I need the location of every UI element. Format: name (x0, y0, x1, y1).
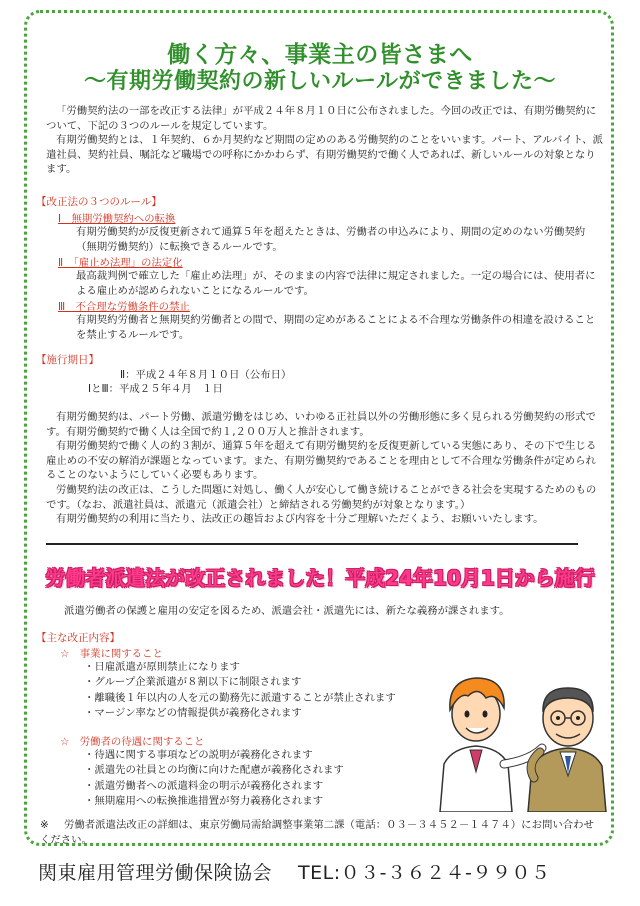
intro-paragraph-2: 有期労働契約とは、１年契約、６か月契約など期間の定めのある労働契約のことをいいます。パート、アルバイト、派遣社員、契約社員、嘱託など職場での呼称にかかわらず、有期労働契約で働く人であれば、新しいルールの対象となります。 (46, 134, 603, 176)
body-paragraph-1: 有期労働契約は、パート労働、派遣労働をはじめ、いわゆる正社員以外の労働形態に多く見られる労働契約の形式です。有期労働契約で働く人は全国で約１,２００万人と推計されます。 (46, 411, 596, 438)
two-workers-illustration (430, 652, 620, 812)
list-item: ・派遣労働者への派遣料金の明示が義務化されます (84, 779, 323, 792)
page-title: 働く方々、事業主の皆さまへ (167, 42, 473, 68)
treatment-heading: ☆ 労働者の待遇に関すること (60, 736, 205, 748)
business-list (84, 660, 396, 722)
rule-2-body: 最高裁判例で確立した「雇止め法理」が、そのままの内容で法律に規定されました。一定の場合には、使用者による雇止めが認められないことになるルールです。 (76, 270, 596, 297)
main-changes-heading: 【主な改正内容】 (36, 632, 120, 644)
list-item: ・グループ企業派遣が８割以下に制限されます (84, 676, 302, 689)
treatment-list (84, 748, 344, 810)
dispatch-law-banner: 労働者派遣法が改正されました！平成24年10月1日から施行 (45, 566, 595, 590)
list-item: ・待遇に関する事項などの説明が義務化されます (84, 749, 313, 761)
page-subtitle: ～有期労働契約の新しいルールができました～ (83, 69, 557, 94)
footnote-text: 労働者派遣法改正の詳細は、東京労働局需給調整事業第二課（電話：０３－３４５２－１４７４）にお問い合わせください。 (40, 819, 594, 846)
rule-3-label: Ⅲ 不合理な労働条件の禁止 (58, 301, 190, 313)
telephone-number: TEL:０３-３６２４-９９０５ (298, 862, 551, 884)
list-item: ・離職後１年以内の人を元の勤務先に派遣することが禁止されます (84, 691, 396, 704)
rule-3-body: 有期契約労働者と無期契約労働者との間で、期間の定めがあることによる不合理な労働条件の相違を設けることを禁止するルールです。 (76, 314, 596, 341)
organization-name: 関東雇用管理労働保険協会 (38, 862, 273, 884)
body-paragraph-4: 有期労働契約の利用に当たり、法改正の趣旨および内容を十分ご理解いただくよう、お願いいたします。 (56, 513, 544, 526)
body-paragraph-2: 有期労働契約で働く人の約３割が、通算５年を超えて有期労働契約を反復更新している実態にあり、その下で生じる雇止めの不安の解消が課題となっています。また、有期労働契約であることを理由として不合理な労働条件が定められることのないようにしていく必要もあります。 (46, 440, 597, 482)
young-worker-figure (440, 678, 542, 812)
list-item: ・マージン率などの情報提供が義務化されます (84, 707, 302, 720)
divider-underline (46, 543, 578, 545)
list-item: ・派遣先の社員との均衡に向けた配慮が義務化されます (84, 764, 344, 777)
rules-heading: 【改正法の３つのルール】 (36, 196, 162, 208)
business-heading: ☆ 事業に関すること (60, 648, 163, 660)
background-text (46, 410, 606, 527)
body-paragraph-3: 労働契約法の改正は、こうした問題に対処し、働く人が安心して働き続けることができる社会を実現するためのものです。（なお、派遣社員は、派遣元（派遣会社）と締結される労働契約が対象となります。） (46, 483, 597, 511)
effective-date-1-3: ⅠとⅢ：平成２５年４月 １日 (88, 383, 223, 395)
older-worker-figure (528, 688, 606, 812)
footnote-mark: ※ (40, 819, 49, 831)
effective-heading: 【施行期日】 (36, 354, 99, 366)
effective-date-2: Ⅱ：平成２４年８月１０日（公布日） (120, 369, 292, 381)
intro-paragraph-1: 「労働契約法の一部を改正する法律」が平成２４年８月１０日に公布されました。今回の改正では、有期労働契約について、下記の３つのルールを規定しています。 (46, 105, 597, 132)
rule-1-label: Ⅰ 無期労働契約への転換 (58, 213, 176, 225)
intro-text (46, 104, 606, 177)
list-item: ・日雇派遣が原則禁止になります (84, 661, 240, 673)
footnote (40, 818, 600, 847)
rule-2-label: Ⅱ 「雇止め法理」の法定化 (58, 257, 183, 269)
list-item: ・無期雇用への転換推進措置が努力義務化されます (84, 795, 323, 808)
rule-1-body: 有期労働契約が反復更新されて通算５年を超えたときは、労働者の申込みにより、期間の定めのない労働契約（無期労働契約）に転換できるルールです。 (76, 226, 586, 253)
dispatch-intro: 派遣労働者の保護と雇用の安定を図るため、派遣会社・派遣先には、新たな義務が課されます。 (64, 605, 510, 617)
footer (38, 858, 576, 885)
